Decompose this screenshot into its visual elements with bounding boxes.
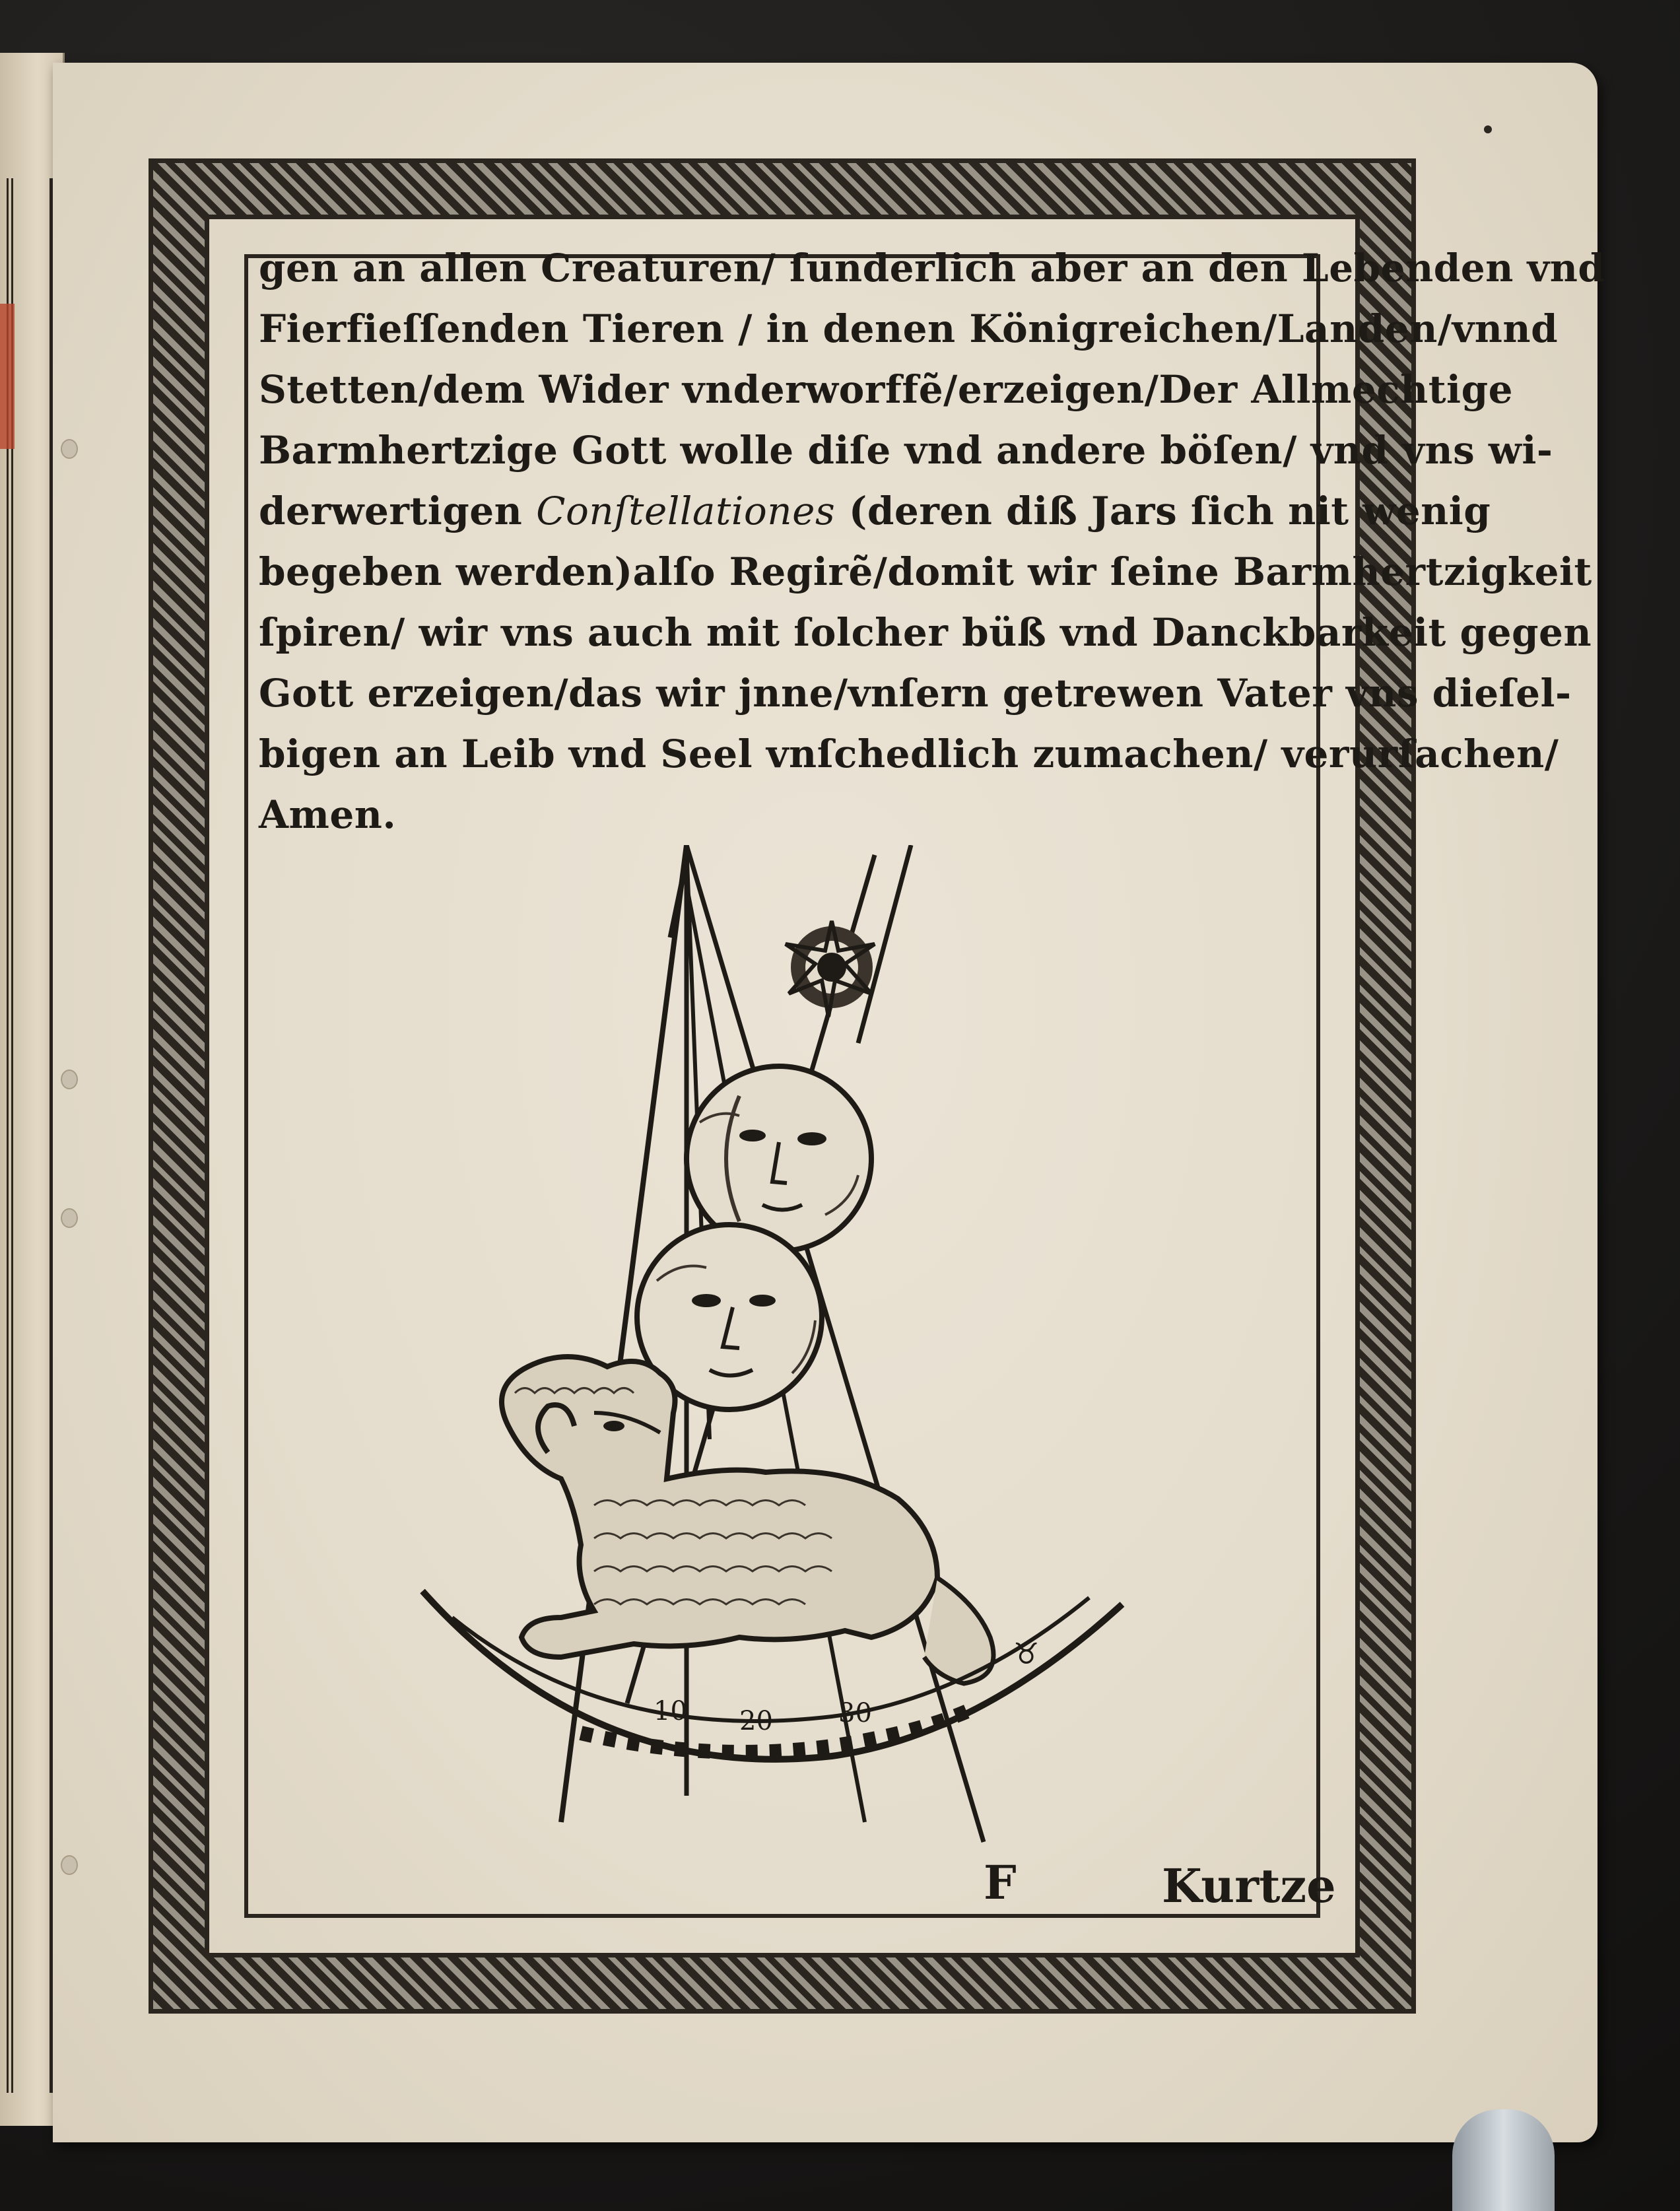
text-line: gen an allen Creaturen/ ſunderlich aber an den Lebenden vnd xyxy=(259,246,1605,290)
text-fragment: (deren diß Jars ſich nit wenig xyxy=(848,489,1491,533)
text-line: bigen an Leib vnd Seel vnſchedlich zumachen/ verurſachen/ xyxy=(259,731,1559,776)
previous-page-red-initial xyxy=(0,304,15,449)
binding-hole xyxy=(61,1855,78,1875)
binding-hole xyxy=(61,1208,78,1228)
latin-word: Conſtellationes xyxy=(536,489,836,533)
aries-sign-icon: ♉ xyxy=(1013,1637,1040,1671)
binding-hole xyxy=(61,439,78,459)
text-line: begeben werden)alſo Regirẽ/domit wir ſeine Barmhertzigkeit xyxy=(259,549,1592,594)
body-text xyxy=(259,238,1605,845)
catchword: Kurtze xyxy=(1162,1858,1336,1913)
text-line xyxy=(259,481,1491,541)
ram-constellation-woodcut xyxy=(396,845,1162,1849)
text-fragment: derwertigen xyxy=(259,489,523,533)
binding-hole xyxy=(61,1070,78,1089)
text-line: ſpiren/ wir vns auch mit ſolcher büß vnd Danckbarkeit gegen xyxy=(259,610,1592,655)
star-icon xyxy=(786,921,875,1017)
text-line: Fierfieſſenden Tieren / in denen Königreichen/Landen/vnnd xyxy=(259,306,1559,351)
text-line: Barmhertzige Gott wolle diſe vnd andere böſen/ vnd vns wi- xyxy=(259,428,1553,473)
scale-label: 10 xyxy=(654,1696,687,1726)
scale-label: 20 xyxy=(739,1706,773,1736)
previous-page-border xyxy=(7,178,53,2093)
page-weight-tool xyxy=(1452,2109,1555,2211)
scale-label: 30 xyxy=(838,1698,872,1728)
ink-dot xyxy=(1484,125,1492,133)
text-line: Stetten/dem Wider vnderworffẽ/erzeigen/Der Allmechtige xyxy=(259,367,1514,412)
signature-mark: F xyxy=(984,1855,1017,1910)
text-line: Amen. xyxy=(259,792,397,837)
text-line: Gott erzeigen/das wir jnne/vnſern getrewen Vater vns dieſel- xyxy=(259,671,1572,716)
